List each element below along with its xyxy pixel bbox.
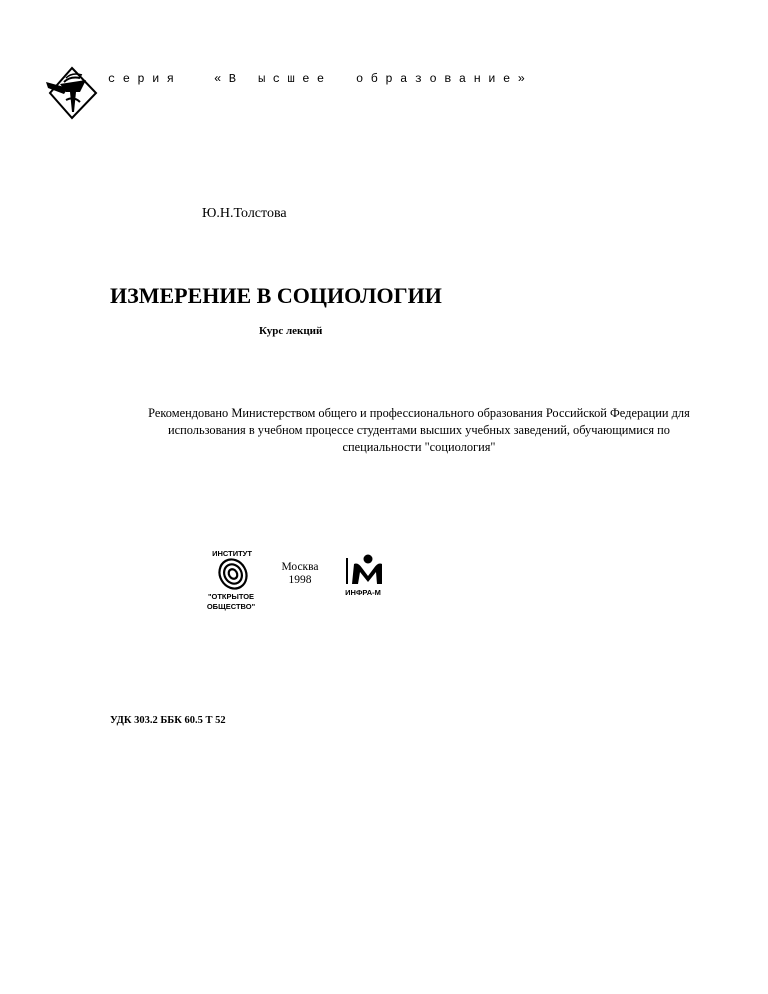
series-label: серия [108, 72, 182, 86]
publication-place [280, 561, 320, 587]
recommendation-line: специальности "социология" [342, 440, 496, 454]
publication-year: 1998 [288, 574, 312, 586]
book-subtitle: Курс лекций [259, 325, 323, 337]
torch-diamond-logo-icon [46, 66, 98, 120]
institute-name-line: ОБЩЕСТВО" [206, 602, 256, 611]
infra-m-label: ИНФРА-М [345, 588, 381, 597]
classification-codes: УДК 303.2 ББК 60.5 Т 52 [110, 715, 226, 726]
series-title-part1: «В ысшее [214, 72, 332, 86]
book-title: ИЗМЕРЕНИЕ В СОЦИОЛОГИИ [110, 283, 442, 308]
spiral-logo-icon [217, 557, 249, 591]
ministry-recommendation [100, 405, 738, 456]
institute-top-label: ИНСТИТУТ [212, 549, 252, 558]
publication-city: Москва [281, 561, 319, 573]
recommendation-line: Рекомендовано Министерством общего и профессионального образования Российской Федерации для [148, 406, 690, 420]
series-title-part2: образование» [356, 72, 533, 86]
recommendation-line: использования в учебном процессе студентами высших учебных заведений, обучающимися по [167, 423, 671, 437]
infra-m-logo-icon [344, 552, 384, 588]
author-name: Ю.Н.Толстова [202, 206, 287, 221]
institute-name-line: "ОТКРЫТОЕ [207, 592, 255, 601]
institute-bottom-label [200, 592, 262, 612]
